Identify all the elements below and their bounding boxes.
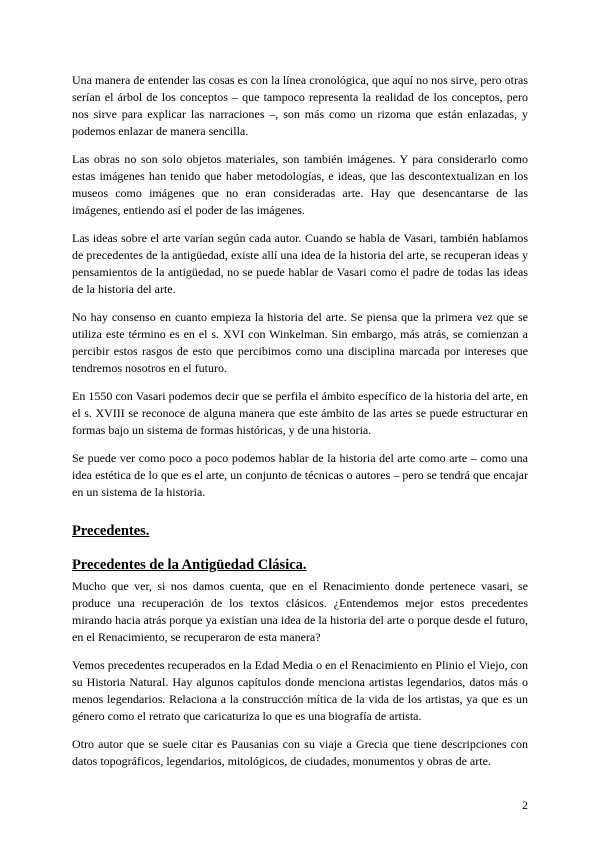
paragraph-7: Mucho que ver, si nos damos cuenta, que en el Renacimiento donde pertenece vasari, se produce una recuperación de los textos clásicos. ¿Entendemos mejor estos precedentes mirando hacia atrás porque ya existían una idea de la historia del arte o porque desde el futuro, en el Renacimiento, se recuperaron de esta manera?: [72, 579, 528, 644]
paragraph-6: Se puede ver como poco a poco podemos hablar de la historia del arte como arte – como una idea estética de lo que es el arte, un conjunto de técnicas o autores – pero se tendrá que encajar en un sistema de la historia.: [72, 451, 528, 499]
paragraph-1: Una manera de entender las cosas es con la línea cronológica, que aquí no nos sirve, pero otras serían el árbol de los conceptos – que tampoco representa la realidad de los conceptos, pero nos sirve para explicar las narraciones –, son más como un rizoma que están enlazadas, y podemos enlazar de manera sencilla.: [72, 73, 528, 138]
paragraph-8: Vemos precedentes recuperados en la Edad Media o en el Renacimiento en Plinio el Viejo, con su Historia Natural. Hay algunos capítulos donde menciona artistas legendarios, datos más o menos legendarios. Relaciona a la construcción mítica de la vida de los artistas, ya que es un género como el retrato que caricaturiza lo que es una biografía de artista.: [72, 658, 528, 723]
page-number: 2: [522, 798, 528, 812]
paragraph-2: Las obras no son solo objetos materiales, son también imágenes. Y para considerarlo como estas imágenes han tenido que haber metodologías, e ideas, que las descontextualizan en los museos como imágenes que no eran consideradas arte. Hay que desencantarse de las imágenes, entiendo así el poder de las imágenes.: [72, 152, 528, 217]
paragraph-5: En 1550 con Vasari podemos decir que se perfila el ámbito específico de la historia del arte, en el s. XVIII se reconoce de alguna manera que este ámbito de las artes se puede estructurar en formas bajo un sistema de formas históricas, y de una historia.: [72, 389, 528, 437]
subsection-heading: Precedentes de la Antigüedad Clásica.: [72, 557, 307, 573]
paragraph-3: Las ideas sobre el arte varían según cada autor. Cuando se habla de Vasari, también hablamos de precedentes de la antigüedad, existe allí una idea de la historia del arte, se recuperan ideas y pensamientos de la antigüedad, no se puede hablar de Vasari como el padre de todas las ideas de la historia del arte.: [72, 231, 528, 296]
paragraph-4: No hay consenso en cuanto empieza la historia del arte. Se piensa que la primera vez que se utiliza este término es en el s. XVI con Winkelman. Sin embargo, más atrás, se comienzan a percibir estos rasgos de esto que percibimos como una disciplina marcada por intereses que tendremos nosotros en el futuro.: [72, 310, 528, 375]
section-heading: Precedentes.: [72, 523, 150, 539]
paragraph-9: Otro autor que se suele citar es Pausanias con su viaje a Grecia que tiene descripciones con datos topográficos, legendarios, mitológicos, de ciudades, monumentos y obras de arte.: [72, 737, 528, 768]
